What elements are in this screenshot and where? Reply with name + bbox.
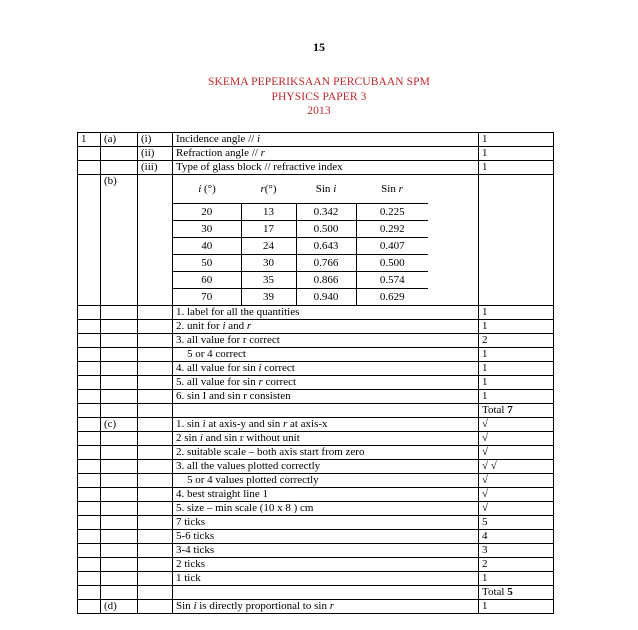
text-run: at axis-x (287, 418, 328, 430)
variable-symbol: r (258, 376, 263, 388)
reading-value: 20 (173, 204, 241, 221)
variable-symbol: i (198, 183, 202, 195)
question-number-blank (78, 432, 101, 446)
variable-symbol: i (199, 432, 203, 444)
scheme-row (78, 488, 554, 502)
reading-row (173, 204, 428, 221)
sub-part-blank (138, 175, 173, 306)
criterion-text (173, 320, 479, 334)
question-number-blank (78, 488, 101, 502)
variable-symbol: r (260, 147, 265, 159)
blank-cell (78, 404, 101, 418)
reading-value: 35 (241, 272, 296, 289)
variable-symbol: r (398, 183, 403, 195)
question-number-blank (78, 362, 101, 376)
sub-part-blank (138, 600, 173, 614)
sub-part-blank (138, 474, 173, 488)
scheme-row (78, 600, 554, 614)
scheme-title: SKEMA PEPERIKSAAN PERCUBAAN SPM (208, 76, 430, 88)
criterion-text (173, 306, 479, 320)
readings-table (173, 175, 428, 305)
sub-part-blank (138, 362, 173, 376)
part-label (101, 147, 138, 161)
question-number-blank (78, 474, 101, 488)
text-run: 1 tick (176, 572, 201, 584)
mark-value: 4 (479, 530, 554, 544)
variable-symbol: r (246, 320, 252, 332)
sub-part-blank (138, 348, 173, 362)
text-run: 1. sin (176, 418, 203, 430)
sub-part-blank (138, 572, 173, 586)
criterion-text (173, 572, 479, 586)
criterion-text (173, 502, 479, 516)
variable-symbol: i (258, 362, 262, 374)
mark-value: 2 (479, 334, 554, 348)
mark-value: 2 (479, 558, 554, 572)
criterion-text (173, 600, 479, 614)
part-label-blank (101, 460, 138, 474)
text-run: Refraction angle // (176, 147, 261, 159)
sub-part-label: (ii) (138, 147, 173, 161)
question-number-blank (78, 558, 101, 572)
question-number-blank (78, 376, 101, 390)
scheme-row (78, 530, 554, 544)
question-number-blank (78, 460, 101, 474)
blank-cell (101, 586, 138, 600)
text-run: 3. all the values plotted correctly (176, 460, 321, 472)
sub-part-blank (138, 306, 173, 320)
variable-symbol: i (256, 133, 260, 145)
header-sin-r (356, 175, 428, 204)
mark-value: 1 (479, 376, 554, 390)
total-value: 5 (507, 586, 513, 598)
criterion-text (173, 474, 479, 488)
criterion-text (173, 161, 479, 175)
reading-value: 0.342 (296, 204, 356, 221)
part-label-blank (101, 348, 138, 362)
scheme-row (78, 348, 554, 362)
sub-part-blank (138, 432, 173, 446)
reading-value: 30 (173, 221, 241, 238)
text-run: correct (262, 376, 297, 388)
criterion-text (173, 418, 479, 432)
text-run: Sin (315, 183, 334, 195)
header-r (241, 175, 296, 204)
text-run: 2. suitable scale – both axis start from zero (176, 446, 365, 458)
blank-cell (101, 404, 138, 418)
text-run: 5 or 4 correct (187, 348, 246, 360)
text-run: 6. sin I and sin r consisten (176, 390, 291, 402)
question-number (78, 161, 101, 175)
mark-value: 1 (479, 348, 554, 362)
criterion-text (173, 446, 479, 460)
sub-part-blank (138, 446, 173, 460)
part-label-blank (101, 334, 138, 348)
scheme-row (78, 432, 554, 446)
mark-value: 5 (479, 516, 554, 530)
mark-value: 1 (479, 147, 554, 161)
text-run: 3. all value for r correct (176, 334, 280, 346)
text-run: Sin (381, 183, 399, 195)
text-run: (°) (201, 183, 216, 195)
text-run: 2. unit for (176, 320, 223, 332)
mark-value: 1 (479, 133, 554, 147)
mark-value: 1 (479, 390, 554, 404)
reading-value: 50 (173, 255, 241, 272)
question-number: 1 (78, 133, 101, 147)
question-number-blank (78, 334, 101, 348)
part-label-blank (101, 362, 138, 376)
sub-part-blank (138, 334, 173, 348)
part-label: (d) (101, 600, 138, 614)
reading-row (173, 289, 428, 306)
criterion-text (173, 516, 479, 530)
sub-part-blank (138, 488, 173, 502)
question-number (78, 147, 101, 161)
data-table-row (78, 175, 554, 306)
variable-symbol: i (222, 320, 226, 332)
reading-value: 0.940 (296, 289, 356, 306)
sub-part-blank (138, 460, 173, 474)
marking-scheme-table (77, 132, 554, 614)
blank-cell (138, 404, 173, 418)
criterion-text (173, 558, 479, 572)
reading-value: 60 (173, 272, 241, 289)
sub-part-blank (138, 558, 173, 572)
scheme-row (78, 133, 554, 147)
reading-value: 24 (241, 238, 296, 255)
text-run: Sin (176, 600, 194, 612)
readings-header (173, 175, 428, 204)
criterion-text (173, 544, 479, 558)
variable-symbol: i (193, 600, 197, 612)
scheme-row (78, 320, 554, 334)
criterion-text (173, 376, 479, 390)
exam-year: 2013 (307, 105, 331, 117)
reading-value: 70 (173, 289, 241, 306)
part-label-blank (101, 432, 138, 446)
scheme-row (78, 390, 554, 404)
reading-value: 40 (173, 238, 241, 255)
criterion-text (173, 530, 479, 544)
criterion-text (173, 334, 479, 348)
question-number-blank (78, 306, 101, 320)
total-row (78, 586, 554, 600)
text-run: 2 ticks (176, 558, 206, 570)
scheme-row (78, 418, 554, 432)
text-run: is directly proportional to sin (196, 600, 330, 612)
part-label-blank (101, 474, 138, 488)
reading-row (173, 272, 428, 289)
sub-part-blank (138, 544, 173, 558)
part-label-blank (101, 306, 138, 320)
part-label-blank (101, 530, 138, 544)
reading-value: 0.225 (356, 204, 428, 221)
sub-part-label: (i) (138, 133, 173, 147)
variable-symbol: r (282, 418, 288, 430)
mark-value: √ (479, 418, 554, 432)
scheme-row (78, 544, 554, 558)
scheme-row (78, 516, 554, 530)
part-label-blank (101, 502, 138, 516)
question-number-blank (78, 502, 101, 516)
mark-blank (479, 175, 554, 306)
scheme-row (78, 376, 554, 390)
variable-symbol: r (260, 183, 265, 195)
scheme-row (78, 362, 554, 376)
variable-symbol: i (202, 418, 206, 430)
reading-value: 0.292 (356, 221, 428, 238)
variable-symbol: r (329, 600, 334, 612)
criterion-text (173, 390, 479, 404)
scheme-row (78, 147, 554, 161)
part-label-blank (101, 558, 138, 572)
part-label (101, 161, 138, 175)
criterion-text (173, 488, 479, 502)
mark-value: √ (479, 432, 554, 446)
mark-value: 1 (479, 320, 554, 334)
question-number-blank (78, 348, 101, 362)
scheme-row (78, 334, 554, 348)
total-value: 7 (507, 404, 513, 416)
criterion-text (173, 133, 479, 147)
text-run: Type of glass block // refractive index (176, 161, 343, 173)
blank-cell (173, 586, 479, 600)
text-run: and (225, 320, 247, 332)
reading-row (173, 221, 428, 238)
reading-value: 0.500 (296, 221, 356, 238)
reading-value: 39 (241, 289, 296, 306)
question-number-blank (78, 516, 101, 530)
part-label: (c) (101, 418, 138, 432)
text-run: 1. label for all the quantities (176, 306, 300, 318)
sub-part-blank (138, 516, 173, 530)
criterion-text (173, 460, 479, 474)
mark-value: 1 (479, 362, 554, 376)
header-sin-i (296, 175, 356, 204)
sub-part-blank (138, 418, 173, 432)
total-label: Total (482, 586, 508, 598)
data-table-cell (173, 175, 479, 306)
scheme-row (78, 161, 554, 175)
part-label-blank (101, 320, 138, 334)
mark-value: √ (479, 488, 554, 502)
reading-value: 0.866 (296, 272, 356, 289)
reading-value: 0.574 (356, 272, 428, 289)
part-label-blank (101, 544, 138, 558)
text-run: at axis-y and sin (205, 418, 283, 430)
scheme-row (78, 474, 554, 488)
scheme-row (78, 502, 554, 516)
variable-symbol: i (333, 183, 337, 195)
sub-part-blank (138, 530, 173, 544)
blank-cell (138, 586, 173, 600)
mark-value: √ (479, 446, 554, 460)
question-number-blank (78, 320, 101, 334)
total-label: Total (482, 404, 508, 416)
scheme-row (78, 460, 554, 474)
part-label-blank (101, 376, 138, 390)
reading-value: 0.629 (356, 289, 428, 306)
question-number-blank (78, 390, 101, 404)
criterion-text (173, 348, 479, 362)
criterion-text (173, 147, 479, 161)
page-number: 15 (313, 40, 325, 54)
criterion-text (173, 362, 479, 376)
question-number-blank (78, 175, 101, 306)
total-marks (479, 404, 554, 418)
reading-value: 0.766 (296, 255, 356, 272)
reading-row (173, 238, 428, 255)
mark-value: √ √ (479, 460, 554, 474)
text-run: 3-4 ticks (176, 544, 215, 556)
mark-value: √ (479, 502, 554, 516)
part-label-blank (101, 446, 138, 460)
sub-part-blank (138, 502, 173, 516)
text-run: 4. best straight line 1 (176, 488, 268, 500)
text-run: 5. size – min scale (10 x 8 ) cm (176, 502, 314, 514)
question-number-blank (78, 572, 101, 586)
blank-cell (78, 586, 101, 600)
sub-part-label: (iii) (138, 161, 173, 175)
mark-value: 3 (479, 544, 554, 558)
sub-part-blank (138, 390, 173, 404)
reading-value: 13 (241, 204, 296, 221)
reading-value: 0.500 (356, 255, 428, 272)
part-label-blank (101, 488, 138, 502)
text-run: 4. all value for sin (176, 362, 259, 374)
sub-part-blank (138, 376, 173, 390)
reading-value: 0.643 (296, 238, 356, 255)
reading-row (173, 255, 428, 272)
criterion-text (173, 432, 479, 446)
total-row (78, 404, 554, 418)
mark-value: 1 (479, 306, 554, 320)
reading-value: 30 (241, 255, 296, 272)
sub-part-blank (138, 320, 173, 334)
scheme-row (78, 558, 554, 572)
text-run: 2 sin (176, 432, 200, 444)
scheme-row (78, 306, 554, 320)
header-i (173, 175, 241, 204)
scheme-row (78, 446, 554, 460)
question-number-blank (78, 600, 101, 614)
question-number-blank (78, 446, 101, 460)
text-run: Incidence angle // (176, 133, 257, 145)
text-run: (°) (264, 183, 277, 195)
scheme-row (78, 572, 554, 586)
question-number-blank (78, 544, 101, 558)
part-label: (a) (101, 133, 138, 147)
reading-value: 17 (241, 221, 296, 238)
text-run: and sin r without unit (202, 432, 300, 444)
text-run: correct (261, 362, 295, 374)
part-label: (b) (101, 175, 138, 306)
text-run: 5-6 ticks (176, 530, 215, 542)
mark-value: 1 (479, 600, 554, 614)
total-marks (479, 586, 554, 600)
mark-value: √ (479, 474, 554, 488)
text-run: 7 ticks (176, 516, 206, 528)
mark-value: 1 (479, 572, 554, 586)
text-run: 5 or 4 values plotted correctly (187, 474, 319, 486)
reading-value: 0.407 (356, 238, 428, 255)
part-label-blank (101, 390, 138, 404)
paper-title: PHYSICS PAPER 3 (271, 91, 367, 103)
blank-cell (173, 404, 479, 418)
mark-value: 1 (479, 161, 554, 175)
part-label-blank (101, 572, 138, 586)
part-label-blank (101, 516, 138, 530)
question-number-blank (78, 530, 101, 544)
text-run: 5. all value for sin (176, 376, 259, 388)
question-number-blank (78, 418, 101, 432)
